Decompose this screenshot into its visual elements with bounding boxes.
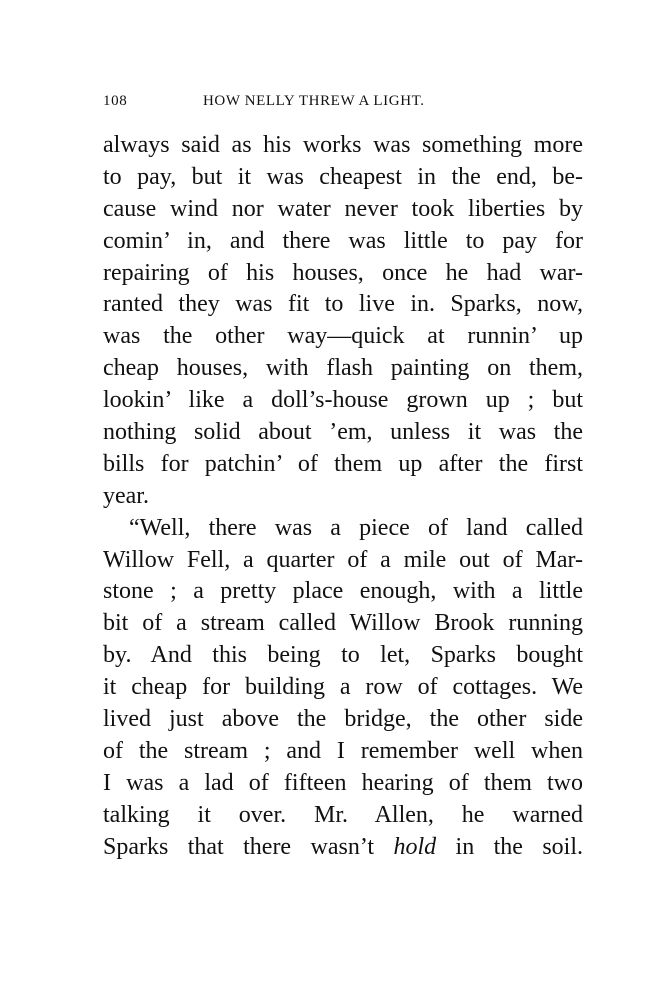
text-line: bit of a stream called Willow Brook running bbox=[103, 610, 583, 637]
line-text-after: in the soil. bbox=[436, 833, 583, 860]
text-line: by. And this being to let, Sparks bought bbox=[103, 642, 583, 669]
running-head bbox=[103, 93, 583, 115]
text-line: it cheap for building a row of cottages. We bbox=[103, 674, 583, 701]
page-number: 108 bbox=[103, 93, 128, 109]
line-text-before: Sparks that there wasn’t bbox=[103, 833, 394, 860]
paragraph-start-line: “Well, there was a piece of land called bbox=[129, 514, 583, 541]
running-title: HOW NELLY THREW A LIGHT. bbox=[203, 93, 425, 109]
text-line: Willow Fell, a quarter of a mile out of Mar- bbox=[103, 546, 583, 573]
emphasized-word: hold bbox=[393, 833, 437, 860]
text-line: stone ; a pretty place enough, with a little bbox=[103, 578, 583, 605]
text-line: lived just above the bridge, the other side bbox=[103, 706, 583, 733]
text-line: nothing solid about ’em, unless it was the bbox=[103, 419, 583, 446]
text-line: always said as his works was something more bbox=[103, 132, 583, 158]
text-line: cause wind nor water never took liberties by bbox=[103, 195, 583, 222]
text-line: of the stream ; and I remember well when bbox=[103, 737, 583, 764]
text-line: comin’ in, and there was little to pay for bbox=[103, 227, 583, 254]
text-line: talking it over. Mr. Allen, he warned bbox=[103, 801, 583, 828]
text-line: cheap houses, with flash painting on them, bbox=[103, 355, 583, 382]
body-text bbox=[103, 130, 583, 863]
text-line: to pay, but it was cheapest in the end, be- bbox=[103, 163, 583, 190]
text-line: bills for patchin’ of them up after the first bbox=[103, 450, 583, 477]
text-line: I was a lad of fifteen hearing of them two bbox=[103, 769, 583, 796]
text-line: was the other way—quick at runnin’ up bbox=[103, 323, 583, 350]
text-line: repairing of his houses, once he had war- bbox=[103, 259, 583, 286]
text-line-with-emphasis bbox=[103, 832, 583, 864]
text-line: ranted they was fit to live in. Sparks, now, bbox=[103, 291, 583, 318]
paragraph-end-line: year. bbox=[103, 482, 149, 509]
text-line: lookin’ like a doll’s-house grown up ; but bbox=[103, 387, 583, 414]
